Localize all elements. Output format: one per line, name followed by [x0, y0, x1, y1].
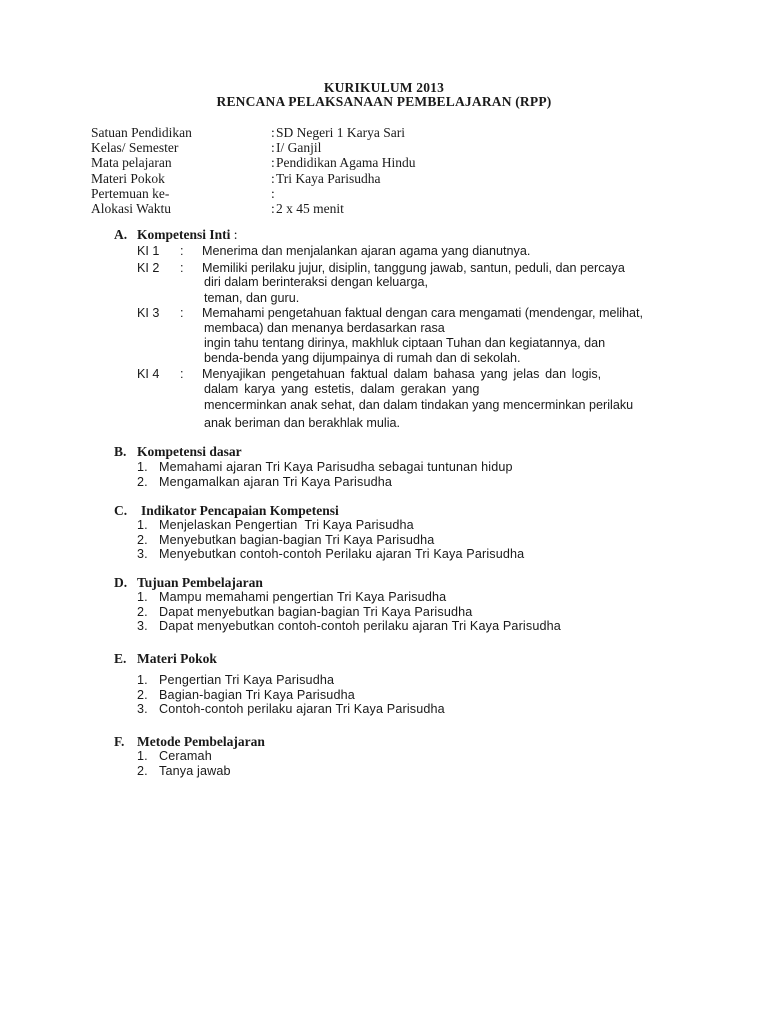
info-label: Satuan Pendidikan: [91, 125, 192, 140]
info-row: Mata pelajaran : Pendidikan Agama Hindu: [91, 155, 416, 171]
section-heading-materi: E. Materi Pokok: [114, 651, 217, 666]
document-page: KURIKULUM 2013 RENCANA PELAKSANAAN PEMBELAJARAN (RPP) Satuan Pendidikan : SD Negeri 1 Karya Sari Kelas/ Semester : I/ Ganjil Mata pelajaran : Pendidikan Agama Hindu Materi Pokok : Tri Kaya Parisudha Pertemuan ke- : Alokasi Waktu : 2 x 45 menit A. Kompetensi Inti : KI 1 : Menerima dan menjalankan ajaran agama yang dianutnya. KI 2 : Memiliki perilaku jujur, disiplin, tanggung jawab, santun, peduli, dan percaya diri dalam berinteraksi dengan keluarga, teman, dan guru. KI 3 : Memahami pengetahuan faktual dengan cara mengamati (mendengar, melihat, membaca) dan menanya berdasarkan rasa ingin tahu tentang dirinya, makhluk ciptaan Tuhan dan kegiatannya, dan benda-benda yang dijumpainya di rumah dan di sekolah. KI 4 : Menyajikan pengetahuan faktual dalam bahasa yang jelas dan logis, dalam karya yang estetis, dalam gerakan yang mencerminkan anak sehat, dan dalam tindakan yang mencerminkan perilaku anak beriman dan berakhlak mulia. B. Kompetensi dasar 1. Memahami ajaran Tri Kaya Parisudha sebagai tuntunan hidup 2. Mengamalkan ajaran Tri Kaya Parisudha C. Indikator Pencapaian Kompetensi 1. Menjelaskan Pengertian Tri Kaya Parisudha 2. Menyebutkan bagian-bagian Tri Kaya Parisudha 3. Menyebutkan contoh-contoh Perilaku ajaran Tri Kaya Parisudha D. Tujuan Pembelajaran 1. Mampu memahami pengertian Tri Kaya Parisudha 2. Dapat menyebutkan bagian-bagian Tri Kaya Parisudha 3. Dapat menyebutkan contoh-contoh perilaku ajaran Tri Kaya Parisudha E. Materi Pokok 1. Pengertian Tri Kaya Parisudha 2. Bagian-bagian Tri Kaya Parisudha 3. Contoh-contoh perilaku ajaran Tri Kaya Parisudha F. Metode Pembelajaran 1. Ceramah 2. Tanya jawab: [0, 0, 768, 1024]
info-value: Tri Kaya Parisudha: [276, 170, 381, 186]
section-heading-tujuan: D. Tujuan Pembelajaran: [114, 575, 263, 590]
info-value: I/ Ganjil: [276, 140, 322, 156]
info-table: [91, 125, 591, 216]
info-row: Kelas/ Semester : I/ Ganjil: [91, 140, 322, 156]
section-heading-metode: F. Metode Pembelajaran: [114, 734, 265, 749]
info-label: Pertemuan ke-: [91, 185, 170, 201]
info-label: Kelas/ Semester: [91, 140, 179, 156]
info-label: Mata pelajaran: [91, 155, 172, 171]
document-title-curriculum: KURIKULUM 2013: [323, 80, 445, 95]
info-row: Materi Pokok : Tri Kaya Parisudha: [91, 170, 381, 186]
section-heading-kompetensi-inti: A. Kompetensi Inti :: [114, 227, 238, 242]
info-label: Materi Pokok: [91, 170, 165, 186]
document-title-rpp: RENCANA PELAKSANAAN PEMBELAJARAN (RPP): [216, 94, 552, 109]
info-label: Alokasi Waktu: [91, 200, 172, 216]
info-value: Pendidikan Agama Hindu: [276, 155, 416, 171]
info-row: Pertemuan ke- :: [91, 185, 275, 201]
info-value: SD Negeri 1 Karya Sari: [276, 125, 405, 140]
section-heading-kompetensi-dasar: B. Kompetensi dasar: [114, 444, 242, 459]
info-row: Satuan Pendidikan : SD Negeri 1 Karya Sari: [91, 125, 405, 140]
info-row: Alokasi Waktu : 2 x 45 menit: [91, 200, 344, 216]
section-heading-indikator: C. Indikator Pencapaian Kompetensi: [114, 503, 339, 518]
info-value: 2 x 45 menit: [276, 200, 344, 216]
